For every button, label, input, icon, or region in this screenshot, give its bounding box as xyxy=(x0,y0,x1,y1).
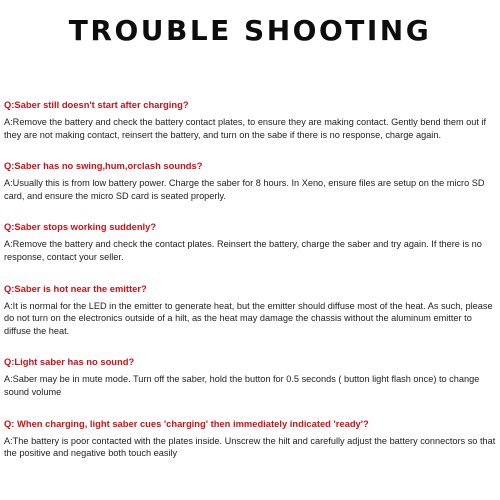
faq-list xyxy=(0,98,500,460)
faq-answer: A:It is normal for the LED in the emitter to generate heat, but the emitter should diffuse most of the heat. As such, please do not turn on the electronics outside of a hilt, as the heat may damage the chassis without the aluminum emitter to diffuse the heat. xyxy=(4,300,493,336)
faq-answer: A:The battery is poor contacted with the plates inside. Unscrew the hilt and carefully adjust the battery connectors so that the positive and negative both touch easily xyxy=(4,435,496,459)
faq-answer: A:Saber may be in mute mode. Turn off the saber, hold the button for 0.5 seconds ( button light flash once) to change sound volume xyxy=(4,374,480,397)
faq-answer: A:Remove the battery and check the battery contact plates, to ensure they are making contact. Gently bend them out if they are not making contact, reinsert the battery, and turn on the sabe if there is no response, charge again. xyxy=(4,117,487,140)
faq-question: Q:Saber is hot near the emitter? xyxy=(4,282,147,294)
faq-answer: A:Remove the battery and check the contact plates. Reinsert the battery, charge the saber and try again. If there is no response, contact your seller. xyxy=(4,239,482,262)
faq-question: Q:Saber stops working suddenly? xyxy=(4,221,157,233)
faq-item-charging-ready xyxy=(0,417,500,460)
page-title: TROUBLE SHOOTING xyxy=(68,14,432,47)
faq-answer: A:Usually this is from low battery power. Charge the saber for 8 hours. In Xeno, ensure files are setup on the micro SD card, and ensure the micro SD card is seated properly. xyxy=(4,178,485,201)
faq-item-stops-working xyxy=(0,220,500,263)
faq-item-hot-emitter xyxy=(0,282,500,338)
faq-question: Q:Saber still doesn't start after charging? xyxy=(4,99,189,110)
faq-item-battery-start xyxy=(0,98,500,141)
faq-item-no-sound xyxy=(0,355,500,398)
faq-item-no-sounds xyxy=(0,159,500,202)
faq-question: Q:Saber has no swing,hum,orclash sounds? xyxy=(4,160,203,172)
faq-question: Q:Light saber has no sound? xyxy=(4,356,135,368)
faq-question: Q: When charging, light saber cues 'charging' then immediately indicated 'ready'? xyxy=(4,417,369,429)
